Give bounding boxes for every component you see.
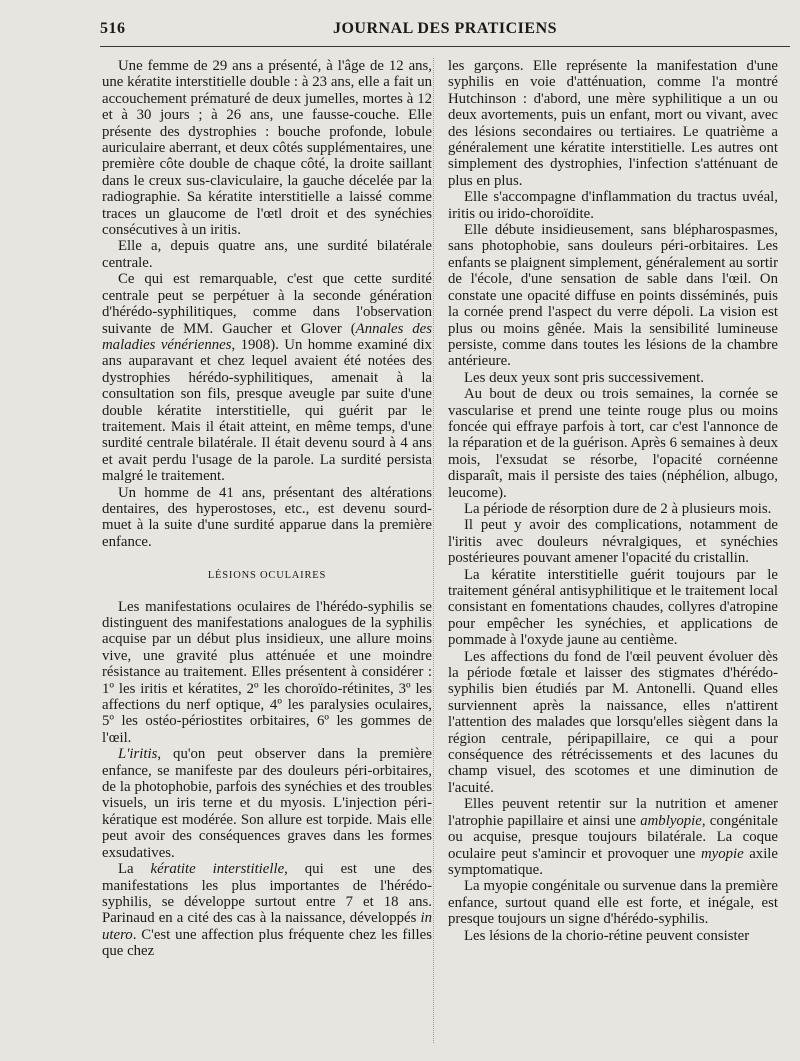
paragraph: Elles peuvent retentir sur la nutrition et amener l'atrophie papillaire et ainsi une amblyopie, congénitale ou acquise, presque toujours bilatérale. La coque oculaire peut s'amincir et provoquer une myopie axile symptomatique. bbox=[448, 796, 778, 878]
paragraph: les garçons. Elle représente la manifestation d'une syphilis en voie d'atténuation, comme l'a montré Hutchinson : d'abord, une mère syphilitique a un ou deux avortements, puis un enfant, mort ou vivant, avec des lésions secondaires ou tertiaires. Le quatrième a généralement une kératite interstitielle. Les autres ont simplement des dystrophies, l'infection s'atténuant de plus en plus. bbox=[448, 58, 778, 189]
paragraph: Les affections du fond de l'œil peuvent évoluer dès la période fœtale et laisser des stigmates d'hérédo-syphilis bien étudiés par M. Antonelli. Quand elles surviennent après la naissance, elles n'attirent l'attention des malades que lorsqu'elles siègent dans la région centrale, péripapillaire, ce qui a pour conséquence des rétrécissements et des lacunes du champ visuel, des scotomes et une diminution de l'acuité. bbox=[448, 648, 778, 796]
section-title: LÉSIONS OCULAIRES bbox=[207, 570, 327, 582]
paragraph: La période de résorption dure de 2 à plusieurs mois. bbox=[464, 500, 772, 517]
paragraph: La kératite interstitielle guérit toujours par le traitement général antisyphilitique et le traitement local consistant en fomentations chaudes, collyres d'atropine pour empêcher les synéchies, et applications de pommade à l'oxyde jaune au centième. bbox=[448, 566, 778, 649]
paragraph: Un homme de 41 ans, présentant des altérations dentaires, des hyperostoses, etc., est devenu sourd-muet à la suite d'une surdité apparue dans la première enfance. bbox=[102, 484, 432, 550]
paragraph: L'iritis, qu'on peut observer dans la première enfance, se manifeste par des douleurs péri-orbitaires, de la photophobie, parfois des synéchies et des troubles visuels, un iris terne et du myosis. L'injection péri-kératique est modérée. Son allure est torpide. Mais elle peut avoir des conséquences graves dans les formes exsudatives. bbox=[102, 746, 432, 861]
paragraph: Une femme de 29 ans a présenté, à l'âge de 12 ans, une kératite interstitielle double : à 23 ans, elle a fait un accouchement prématuré de deux jumelles, mortes à 12 et à 30 jours ; à 26 ans, une fausse-couche. Elle présente des dystrophies : bouche profonde, lobule auriculaire aberrant, et deux côtés supplémentaires, une première côte double de chaque côté, la droite saillant dans le creux sus-claviculaire, la gauche décelée par la radiographie. Sa kératite interstitielle a laissé comme traces un glaucome de l'œtl droit et des synéchies consécutives à un iritis. bbox=[102, 58, 432, 239]
paragraph: La kératite interstitielle, qui est une des manifestations les plus importantes de l'hérédo-syphilis, se développe surtout entre 7 et 18 ans. Parinaud en a cité des cas à la naissance, développés in utero. C'est une affection plus fréquente chez les filles que chez bbox=[102, 861, 432, 960]
page-header bbox=[100, 20, 790, 44]
column-divider bbox=[433, 58, 434, 1043]
paragraph: Les manifestations oculaires de l'hérédo-syphilis se distinguent des manifestations analogues de la syphilis acquise par un début plus insidieux, une allure moins vive, une gravité plus atténuée et une moindre résistance au traitement. Elles présentent à considérer : 1º les iritis et kératites, 2º les choroïdo-rétinites, 3º les affections du nerf optique, 4º les paralysies oculaires, 5º les ostéo-périostites orbitaires, 6º les gommes de l'œil. bbox=[102, 598, 432, 746]
paragraph: Ce qui est remarquable, c'est que cette surdité centrale peut se perpétuer à la seconde génération d'hérédo-syphilitiques, comme dans l'observation suivante de MM. Gaucher et Glover (Annales des maladies vénériennes, 1908). Un homme examiné dix ans auparavant et chez lequel avaient été notées des dystrophies hérédo-syphilitiques, amenait à la consultation son fils, presque aveugle par suite d'une double kératite interstitielle, qui guérit par le traitement. Mais il était atteint, en même temps, d'une surdité centrale bilatérale. Il était devenu sourd à 4 ans et avait perdu l'usage de la parole. La surdité persista malgré le traitement. bbox=[102, 271, 432, 485]
paragraph: Elle a, depuis quatre ans, une surdité bilatérale centrale. bbox=[102, 238, 432, 271]
paragraph: Les deux yeux sont pris successivement. bbox=[464, 369, 704, 386]
header-rule bbox=[100, 46, 790, 47]
page-number: 516 bbox=[100, 20, 126, 37]
paragraph: Elle s'accompagne d'inflammation du tractus uvéal, iritis ou irido-choroïdite. bbox=[448, 189, 778, 222]
running-title: JOURNAL DES PRATICIENS bbox=[332, 20, 558, 37]
paragraph: Elle débute insidieusement, sans blépharospasmes, sans photophobie, sans douleurs péri-orbitaires. Les enfants se plaignent simplement, généralement au sortir de l'école, d'une sensation de sable dans l'œil. On constate une opacité diffuse en points disséminés, puis la cornée prend l'aspect du verre dépoli. La vision est plus ou moins gênée. Mais la sensibilité lumineuse persiste, comme dans toutes les lésions de la chambre antérieure. bbox=[448, 222, 778, 370]
left-column bbox=[102, 58, 432, 960]
paragraph: Il peut y avoir des complications, notamment de l'iritis avec douleurs névralgiques, et synéchies postérieures pouvant amener l'opacité du cristallin. bbox=[448, 517, 778, 567]
paragraph: La myopie congénitale ou survenue dans la première enfance, surtout quand elle est forte, et inégale, est presque toujours un signe d'hérédo-syphilis. bbox=[448, 878, 778, 928]
paragraph: Au bout de deux ou trois semaines, la cornée se vascularise et prend une teinte rouge plus ou moins foncée qui effraye parfois à tort, car c'est l'annonce de la réparation et de la guérison. Après 6 semaines à deux mois, l'exsudat se résorbe, l'opacité cornéenne disparaît, mais il persiste des taies (néphélion, albugo, leucome). bbox=[448, 386, 778, 501]
right-column bbox=[448, 58, 778, 944]
paragraph: Les lésions de la chorio-rétine peuvent consister bbox=[464, 927, 750, 944]
